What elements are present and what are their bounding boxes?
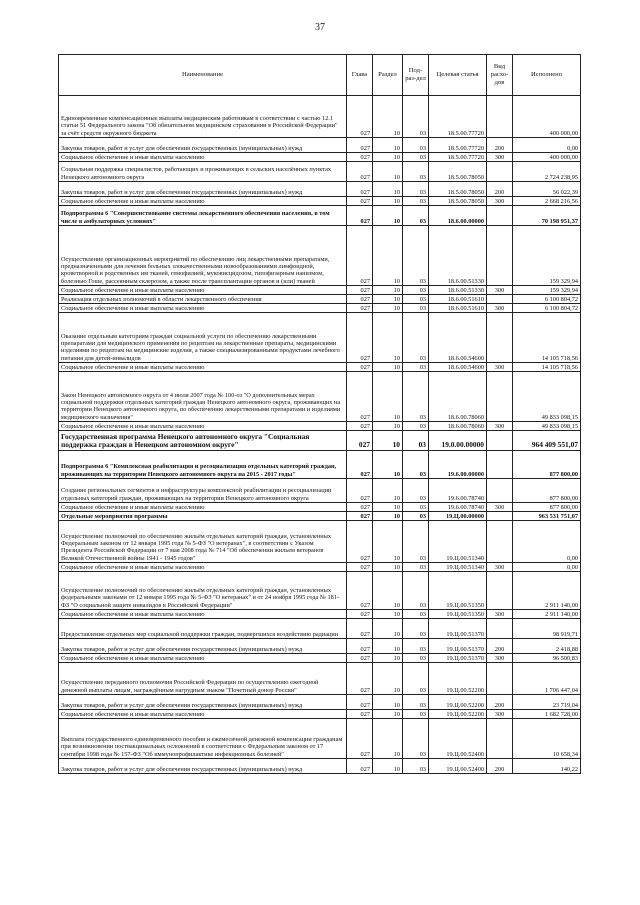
cell-razdel: 10 bbox=[373, 512, 403, 521]
cell-name: Закупка товаров, работ и услуг для обеспечения государственных (муниципальных) нужд bbox=[59, 695, 347, 710]
cell-razdel: 10 bbox=[373, 295, 403, 304]
cell-name: Закупка товаров, работ и услуг для обеспечения государственных (муниципальных) нужд bbox=[59, 639, 347, 654]
cell-vid-raskhodov: 300 bbox=[487, 153, 513, 162]
cell-glava: 027 bbox=[347, 363, 373, 372]
cell-podrazdel: 03 bbox=[403, 363, 429, 372]
cell-name: Подпрограмма 6 "Комплексная реабилитация и ресоциализация отдельных категорий граждан, проживающих на территории Ненецкого автономного округа на 2015 - 2017 годы" bbox=[59, 451, 347, 479]
cell-podrazdel: 03 bbox=[403, 719, 429, 759]
cell-razdel: 10 bbox=[373, 619, 403, 639]
cell-name: Осуществление переданного полномочия Российской Федерации по осуществлению ежегодной денежной выплаты лицам, награждённым нагрудным знаком "Почетный донор России" bbox=[59, 663, 347, 695]
cell-razdel: 10 bbox=[373, 719, 403, 759]
cell-ispolneno: 400 000,00 bbox=[513, 153, 581, 162]
cell-ispolneno: 0,00 bbox=[513, 138, 581, 153]
cell-podrazdel: 03 bbox=[403, 96, 429, 138]
cell-podrazdel: 03 bbox=[403, 479, 429, 503]
cell-name: Социальное обеспечение и иные выплаты населению bbox=[59, 654, 347, 663]
cell-celevaya-statya: 19.Ц.00.51350 bbox=[429, 610, 487, 619]
cell-podrazdel: 03 bbox=[403, 313, 429, 363]
cell-name: Создание региональных сегментов и инфраструктуры комплексной реабилитации и ресоциализации отдельных категорий граждан, проживающих на территории Ненецкого автономного округа bbox=[59, 479, 347, 503]
table-row bbox=[59, 619, 581, 639]
cell-celevaya-statya: 19.Ц.00.51340 bbox=[429, 563, 487, 572]
cell-glava: 027 bbox=[347, 710, 373, 719]
cell-glava: 027 bbox=[347, 512, 373, 521]
cell-celevaya-statya: 18.6.00.78060 bbox=[429, 372, 487, 422]
cell-celevaya-statya: 19.Ц.00.52200 bbox=[429, 710, 487, 719]
cell-razdel: 10 bbox=[373, 479, 403, 503]
cell-glava: 027 bbox=[347, 422, 373, 431]
cell-razdel: 10 bbox=[373, 162, 403, 182]
cell-name: Социальное обеспечение и иные выплаты населению bbox=[59, 422, 347, 431]
cell-vid-raskhodov bbox=[487, 521, 513, 563]
cell-ispolneno: 159 329,94 bbox=[513, 226, 581, 286]
header-podrazdel: Под-раз-дел bbox=[403, 55, 429, 96]
cell-ispolneno: 0,00 bbox=[513, 563, 581, 572]
cell-ispolneno: 877 800,00 bbox=[513, 451, 581, 479]
cell-glava: 027 bbox=[347, 304, 373, 313]
table-row bbox=[59, 521, 581, 563]
cell-podrazdel: 03 bbox=[403, 304, 429, 313]
cell-celevaya-statya: 18.6.00.00000 bbox=[429, 206, 487, 226]
cell-celevaya-statya: 18.5.00.78050 bbox=[429, 182, 487, 197]
cell-name: Социальная поддержка специалистов, работающих и проживающих в сельских населённых пунктах Ненецкого автономного округа bbox=[59, 162, 347, 182]
cell-name: Государственная программа Ненецкого автономного округа "Социальная поддержка граждан в Ненецком автономном округе" bbox=[59, 431, 347, 451]
table-row bbox=[59, 162, 581, 182]
table-row bbox=[59, 206, 581, 226]
table-row bbox=[59, 759, 581, 774]
table-row bbox=[59, 431, 581, 451]
cell-vid-raskhodov: 300 bbox=[487, 654, 513, 663]
cell-razdel: 10 bbox=[373, 521, 403, 563]
cell-celevaya-statya: 19.Ц.00.52400 bbox=[429, 719, 487, 759]
cell-glava: 027 bbox=[347, 619, 373, 639]
cell-celevaya-statya: 19.0.00.00000 bbox=[429, 431, 487, 451]
cell-celevaya-statya: 18.6.00.54600 bbox=[429, 313, 487, 363]
cell-celevaya-statya: 18.6.00.78060 bbox=[429, 422, 487, 431]
cell-podrazdel: 03 bbox=[403, 226, 429, 286]
cell-ispolneno: 6 100 804,72 bbox=[513, 295, 581, 304]
cell-ispolneno: 10 658,34 bbox=[513, 719, 581, 759]
table-row bbox=[59, 719, 581, 759]
cell-name: Выплата государственного единовременного пособия и ежемесячной денежной компенсации гражданам при возникновении поствакцинальных осложнений в соответствии с Федеральным законом от 17 сентября 1998 года № 157-ФЗ "Об иммунопрофилактике инфекционных болезней" bbox=[59, 719, 347, 759]
cell-vid-raskhodov: 300 bbox=[487, 304, 513, 313]
cell-ispolneno: 14 105 718,56 bbox=[513, 363, 581, 372]
cell-podrazdel: 03 bbox=[403, 206, 429, 226]
cell-name: Закупка товаров, работ и услуг для обеспечения государственных (муниципальных) нужд bbox=[59, 182, 347, 197]
cell-razdel: 10 bbox=[373, 304, 403, 313]
cell-ispolneno: 964 409 551,07 bbox=[513, 431, 581, 451]
cell-ispolneno: 2 668 216,56 bbox=[513, 197, 581, 206]
cell-podrazdel: 03 bbox=[403, 182, 429, 197]
cell-vid-raskhodov: 300 bbox=[487, 286, 513, 295]
table-row bbox=[59, 639, 581, 654]
cell-name: Оказание отдельным категориям граждан социальной услуги по обеспечению лекарственными препаратами для медицинского применения по рецептам на лекарственные препараты, медицинскими изделиями по рецептам на медицинские изделия, а также специализированными продуктами лечебного питания для детей-инвалидов bbox=[59, 313, 347, 363]
header-celevaya-statya: Целевая статья bbox=[429, 55, 487, 96]
cell-name: Осуществление организационных мероприятий по обеспечению лиц лекарственными препаратами, предназначенными для лечения больных злокачественными новообразованиями лимфоидной, кроветворной и родственных им тканей, гемофилией, муковисцидозом, гипофизарным нанизмом, болезнью Гоше, рассеянным склерозом, а также после трансплантации органов и (или) тканей bbox=[59, 226, 347, 286]
cell-name: Отдельные мероприятия программы bbox=[59, 512, 347, 521]
cell-glava: 027 bbox=[347, 503, 373, 512]
cell-vid-raskhodov bbox=[487, 619, 513, 639]
cell-vid-raskhodov bbox=[487, 512, 513, 521]
cell-name: Социальное обеспечение и иные выплаты населению bbox=[59, 286, 347, 295]
cell-glava: 027 bbox=[347, 610, 373, 619]
cell-name: Реализация отдельных полномочий в области лекарственного обеспечения bbox=[59, 295, 347, 304]
cell-celevaya-statya: 19.6.00.78740 bbox=[429, 479, 487, 503]
cell-celevaya-statya: 18.6.00.51610 bbox=[429, 295, 487, 304]
cell-razdel: 10 bbox=[373, 431, 403, 451]
cell-glava: 027 bbox=[347, 372, 373, 422]
table-row bbox=[59, 295, 581, 304]
cell-ispolneno: 1 706 447,04 bbox=[513, 663, 581, 695]
cell-ispolneno: 98 919,71 bbox=[513, 619, 581, 639]
cell-vid-raskhodov bbox=[487, 96, 513, 138]
cell-name: Осуществление полномочий по обеспечению жильём отдельных категорий граждан, установленных Федеральным законом от 12 января 1995 года № 5-ФЗ "О ветеранах", в соответствии с Указом Президента Российской Федерации от 7 мая 2008 года № 714 "Об обеспечении жильем ветеранов Великой Отечественной войны 1941 - 1945 годов" bbox=[59, 521, 347, 563]
table-row bbox=[59, 422, 581, 431]
cell-vid-raskhodov bbox=[487, 431, 513, 451]
cell-podrazdel: 03 bbox=[403, 563, 429, 572]
cell-celevaya-statya: 18.6.00.51330 bbox=[429, 226, 487, 286]
cell-name: Социальное обеспечение и иные выплаты населению bbox=[59, 710, 347, 719]
cell-glava: 027 bbox=[347, 206, 373, 226]
cell-razdel: 10 bbox=[373, 639, 403, 654]
cell-vid-raskhodov: 300 bbox=[487, 363, 513, 372]
cell-vid-raskhodov bbox=[487, 572, 513, 610]
cell-podrazdel: 03 bbox=[403, 512, 429, 521]
cell-glava: 027 bbox=[347, 295, 373, 304]
cell-razdel: 10 bbox=[373, 710, 403, 719]
cell-ispolneno: 400 000,00 bbox=[513, 96, 581, 138]
cell-podrazdel: 03 bbox=[403, 619, 429, 639]
cell-vid-raskhodov: 300 bbox=[487, 610, 513, 619]
cell-razdel: 10 bbox=[373, 153, 403, 162]
cell-glava: 027 bbox=[347, 521, 373, 563]
cell-vid-raskhodov: 300 bbox=[487, 503, 513, 512]
cell-vid-raskhodov bbox=[487, 313, 513, 363]
cell-name: Социальное обеспечение и иные выплаты населению bbox=[59, 153, 347, 162]
cell-name: Социальное обеспечение и иные выплаты населению bbox=[59, 197, 347, 206]
cell-ispolneno: 2 724 238,95 bbox=[513, 162, 581, 182]
cell-ispolneno: 6 100 804,72 bbox=[513, 304, 581, 313]
cell-razdel: 10 bbox=[373, 759, 403, 774]
cell-podrazdel: 03 bbox=[403, 610, 429, 619]
header-name: Наименование bbox=[59, 55, 347, 96]
cell-vid-raskhodov: 300 bbox=[487, 197, 513, 206]
cell-celevaya-statya: 19.Ц.00.51350 bbox=[429, 572, 487, 610]
budget-table bbox=[58, 54, 581, 774]
cell-vid-raskhodov bbox=[487, 162, 513, 182]
cell-razdel: 10 bbox=[373, 422, 403, 431]
cell-name: Социальное обеспечение и иные выплаты населению bbox=[59, 563, 347, 572]
table-row bbox=[59, 663, 581, 695]
cell-ispolneno: 49 833 098,15 bbox=[513, 372, 581, 422]
cell-vid-raskhodov: 200 bbox=[487, 759, 513, 774]
cell-razdel: 10 bbox=[373, 286, 403, 295]
cell-glava: 027 bbox=[347, 479, 373, 503]
cell-razdel: 10 bbox=[373, 226, 403, 286]
cell-ispolneno: 2 418,88 bbox=[513, 639, 581, 654]
cell-glava: 027 bbox=[347, 197, 373, 206]
cell-glava: 027 bbox=[347, 563, 373, 572]
cell-podrazdel: 03 bbox=[403, 162, 429, 182]
cell-glava: 027 bbox=[347, 719, 373, 759]
cell-vid-raskhodov bbox=[487, 226, 513, 286]
cell-ispolneno: 877 800,00 bbox=[513, 503, 581, 512]
cell-glava: 027 bbox=[347, 654, 373, 663]
table-row bbox=[59, 695, 581, 710]
cell-celevaya-statya: 18.5.00.78050 bbox=[429, 162, 487, 182]
cell-ispolneno: 2 911 140,00 bbox=[513, 610, 581, 619]
table-row bbox=[59, 153, 581, 162]
cell-name: Социальное обеспечение и иные выплаты населению bbox=[59, 610, 347, 619]
cell-razdel: 10 bbox=[373, 572, 403, 610]
cell-ispolneno: 14 105 718,56 bbox=[513, 313, 581, 363]
cell-glava: 027 bbox=[347, 431, 373, 451]
cell-vid-raskhodov bbox=[487, 479, 513, 503]
cell-celevaya-statya: 19.Ц.00.51340 bbox=[429, 521, 487, 563]
cell-vid-raskhodov bbox=[487, 295, 513, 304]
cell-vid-raskhodov: 200 bbox=[487, 138, 513, 153]
cell-celevaya-statya: 19.Ц.00.52200 bbox=[429, 663, 487, 695]
cell-ispolneno: 70 198 951,37 bbox=[513, 206, 581, 226]
cell-podrazdel: 03 bbox=[403, 639, 429, 654]
header-ispolneno: Исполнено bbox=[513, 55, 581, 96]
cell-vid-raskhodov bbox=[487, 451, 513, 479]
cell-celevaya-statya: 18.6.00.51610 bbox=[429, 304, 487, 313]
cell-celevaya-statya: 19.Ц.00.51370 bbox=[429, 639, 487, 654]
table-row bbox=[59, 503, 581, 512]
cell-celevaya-statya: 19.Ц.00.00000 bbox=[429, 512, 487, 521]
cell-celevaya-statya: 18.5.00.78050 bbox=[429, 197, 487, 206]
cell-podrazdel: 03 bbox=[403, 521, 429, 563]
cell-vid-raskhodov: 300 bbox=[487, 563, 513, 572]
table-row bbox=[59, 572, 581, 610]
table-header-row bbox=[59, 55, 581, 96]
cell-podrazdel: 03 bbox=[403, 295, 429, 304]
cell-glava: 027 bbox=[347, 572, 373, 610]
cell-vid-raskhodov bbox=[487, 663, 513, 695]
cell-ispolneno: 23 719,04 bbox=[513, 695, 581, 710]
cell-razdel: 10 bbox=[373, 663, 403, 695]
header-glava: Глава bbox=[347, 55, 373, 96]
cell-celevaya-statya: 18.5.00.77720 bbox=[429, 96, 487, 138]
header-vid-raskhodov: Вид расхо-дов bbox=[487, 55, 513, 96]
cell-razdel: 10 bbox=[373, 451, 403, 479]
cell-glava: 027 bbox=[347, 153, 373, 162]
cell-glava: 027 bbox=[347, 162, 373, 182]
cell-podrazdel: 03 bbox=[403, 451, 429, 479]
cell-name: Подпрограмма 6 "Совершенствование системы лекарственного обеспечения населения, в том числе в амбулаторных условиях" bbox=[59, 206, 347, 226]
cell-celevaya-statya: 19.6.00.00000 bbox=[429, 451, 487, 479]
cell-razdel: 10 bbox=[373, 695, 403, 710]
cell-glava: 027 bbox=[347, 96, 373, 138]
cell-podrazdel: 03 bbox=[403, 654, 429, 663]
cell-podrazdel: 03 bbox=[403, 663, 429, 695]
table-body bbox=[59, 96, 581, 774]
cell-celevaya-statya: 18.6.00.51330 bbox=[429, 286, 487, 295]
cell-ispolneno: 49 833 098,15 bbox=[513, 422, 581, 431]
cell-podrazdel: 03 bbox=[403, 286, 429, 295]
table-row bbox=[59, 138, 581, 153]
cell-vid-raskhodov: 200 bbox=[487, 182, 513, 197]
table-row bbox=[59, 479, 581, 503]
cell-ispolneno: 963 531 751,07 bbox=[513, 512, 581, 521]
cell-razdel: 10 bbox=[373, 503, 403, 512]
cell-razdel: 10 bbox=[373, 654, 403, 663]
cell-glava: 027 bbox=[347, 182, 373, 197]
table-row bbox=[59, 512, 581, 521]
cell-glava: 027 bbox=[347, 663, 373, 695]
cell-glava: 027 bbox=[347, 138, 373, 153]
cell-podrazdel: 03 bbox=[403, 503, 429, 512]
table-row bbox=[59, 226, 581, 286]
table-row bbox=[59, 182, 581, 197]
cell-celevaya-statya: 18.6.00.54600 bbox=[429, 363, 487, 372]
cell-podrazdel: 03 bbox=[403, 138, 429, 153]
cell-celevaya-statya: 19.Ц.00.52400 bbox=[429, 759, 487, 774]
cell-ispolneno: 2 911 140,00 bbox=[513, 572, 581, 610]
cell-name: Осуществление полномочий по обеспечению жильём отдельных категорий граждан, установленных федеральными законами от 12 января 1995 года № 5-ФЗ "О ветеранах" и от 24 ноября 1995 года № 181-ФЗ "О социальной защите инвалидов в Российской Федерации" bbox=[59, 572, 347, 610]
cell-ispolneno: 56 022,39 bbox=[513, 182, 581, 197]
cell-glava: 027 bbox=[347, 759, 373, 774]
cell-razdel: 10 bbox=[373, 363, 403, 372]
cell-podrazdel: 03 bbox=[403, 431, 429, 451]
cell-celevaya-statya: 19.Ц.00.52200 bbox=[429, 695, 487, 710]
table-row bbox=[59, 286, 581, 295]
cell-celevaya-statya: 19.Ц.00.51370 bbox=[429, 619, 487, 639]
table-row bbox=[59, 451, 581, 479]
table-row bbox=[59, 563, 581, 572]
table-row bbox=[59, 304, 581, 313]
cell-glava: 027 bbox=[347, 695, 373, 710]
cell-podrazdel: 03 bbox=[403, 153, 429, 162]
cell-celevaya-statya: 18.5.00.77720 bbox=[429, 138, 487, 153]
cell-podrazdel: 03 bbox=[403, 422, 429, 431]
cell-podrazdel: 03 bbox=[403, 710, 429, 719]
cell-vid-raskhodov: 300 bbox=[487, 710, 513, 719]
cell-vid-raskhodov bbox=[487, 206, 513, 226]
cell-name: Социальное обеспечение и иные выплаты населению bbox=[59, 503, 347, 512]
header-razdel: Раздел bbox=[373, 55, 403, 96]
cell-vid-raskhodov: 300 bbox=[487, 422, 513, 431]
cell-ispolneno: 0,00 bbox=[513, 521, 581, 563]
cell-podrazdel: 03 bbox=[403, 572, 429, 610]
cell-razdel: 10 bbox=[373, 138, 403, 153]
cell-ispolneno: 96 500,83 bbox=[513, 654, 581, 663]
cell-vid-raskhodov bbox=[487, 719, 513, 759]
cell-glava: 027 bbox=[347, 286, 373, 295]
cell-name: Закупка товаров, работ и услуг для обеспечения государственных (муниципальных) нужд bbox=[59, 759, 347, 774]
cell-name: Закон Ненецкого автономного округа от 4 июля 2007 года № 100-оз "О дополнительных мерах социальной поддержки отдельных категорий граждан Ненецкого автономного округа, проживающих на территории Ненецкого автономного округа, по обеспечению лекарственными препаратами и изделиями медицинского назначения" bbox=[59, 372, 347, 422]
cell-ispolneno: 159 329,94 bbox=[513, 286, 581, 295]
cell-podrazdel: 03 bbox=[403, 372, 429, 422]
table-row bbox=[59, 654, 581, 663]
cell-glava: 027 bbox=[347, 451, 373, 479]
table-row bbox=[59, 610, 581, 619]
cell-vid-raskhodov: 200 bbox=[487, 695, 513, 710]
cell-name: Закупка товаров, работ и услуг для обеспечения государственных (муниципальных) нужд bbox=[59, 138, 347, 153]
table-row bbox=[59, 197, 581, 206]
cell-name: Предоставление отдельных мер социальной поддержки граждан, подвергшихся воздействию радиации bbox=[59, 619, 347, 639]
cell-name: Социальное обеспечение и иные выплаты населению bbox=[59, 304, 347, 313]
cell-podrazdel: 03 bbox=[403, 197, 429, 206]
cell-celevaya-statya: 18.5.00.77720 bbox=[429, 153, 487, 162]
cell-celevaya-statya: 19.Ц.00.51370 bbox=[429, 654, 487, 663]
cell-razdel: 10 bbox=[373, 206, 403, 226]
cell-celevaya-statya: 19.6.00.78740 bbox=[429, 503, 487, 512]
table-row bbox=[59, 96, 581, 138]
cell-name: Социальное обеспечение и иные выплаты населению bbox=[59, 363, 347, 372]
table-row bbox=[59, 363, 581, 372]
table-row bbox=[59, 372, 581, 422]
cell-name: Единовременные компенсационные выплаты медицинским работникам в соответствии с частью 12.1 статьи 51 Федерального закона "Об обязательном медицинском страховании в Российской Федерации" за счёт средств окружного бюджета bbox=[59, 96, 347, 138]
cell-razdel: 10 bbox=[373, 313, 403, 363]
cell-razdel: 10 bbox=[373, 197, 403, 206]
cell-razdel: 10 bbox=[373, 610, 403, 619]
cell-razdel: 10 bbox=[373, 372, 403, 422]
cell-ispolneno: 877 800,00 bbox=[513, 479, 581, 503]
cell-podrazdel: 03 bbox=[403, 759, 429, 774]
cell-glava: 027 bbox=[347, 639, 373, 654]
cell-vid-raskhodov bbox=[487, 372, 513, 422]
cell-glava: 027 bbox=[347, 313, 373, 363]
cell-vid-raskhodov: 200 bbox=[487, 639, 513, 654]
cell-ispolneno: 140,22 bbox=[513, 759, 581, 774]
table-row bbox=[59, 710, 581, 719]
cell-glava: 027 bbox=[347, 226, 373, 286]
cell-razdel: 10 bbox=[373, 563, 403, 572]
cell-podrazdel: 03 bbox=[403, 695, 429, 710]
table-row bbox=[59, 313, 581, 363]
cell-ispolneno: 1 682 728,00 bbox=[513, 710, 581, 719]
cell-razdel: 10 bbox=[373, 96, 403, 138]
cell-razdel: 10 bbox=[373, 182, 403, 197]
page-number: 37 bbox=[315, 22, 325, 33]
